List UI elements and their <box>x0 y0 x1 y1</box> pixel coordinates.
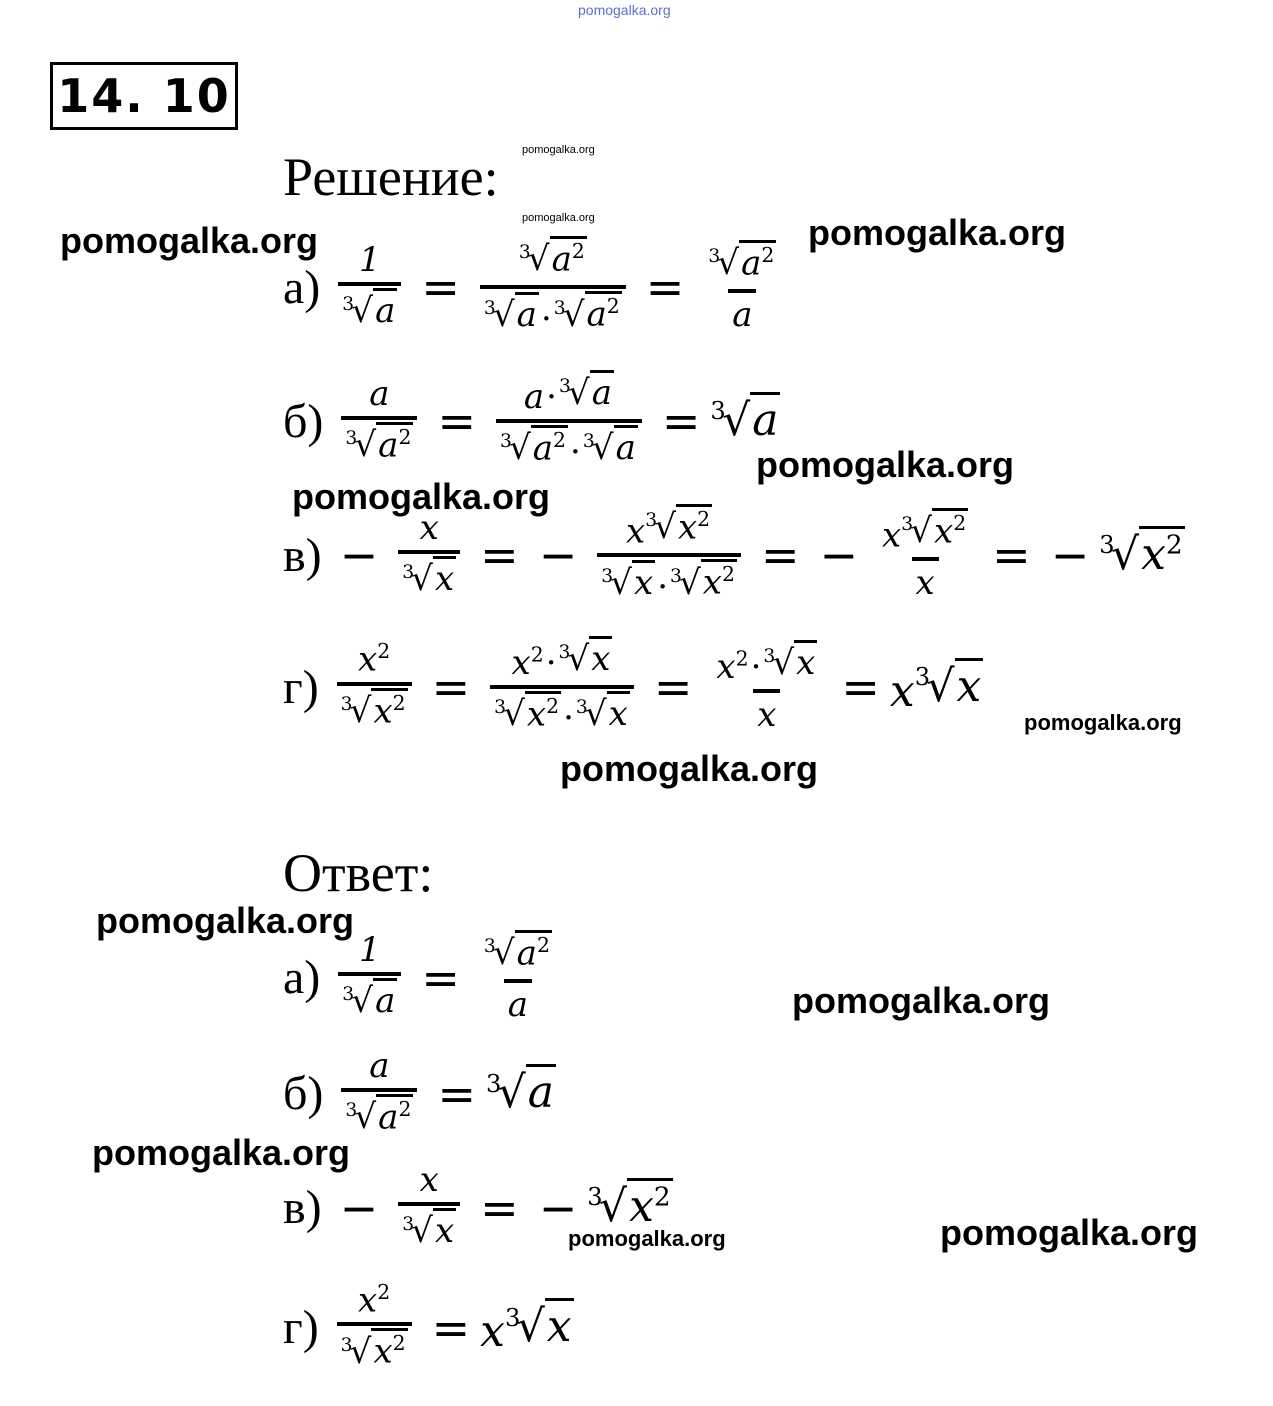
denominator: 3 √ x <box>398 550 460 603</box>
numerator: $x^2$ <box>358 639 391 680</box>
fraction <box>338 240 401 335</box>
denominator: 3 √ $x^2$ <box>337 682 412 735</box>
denominator: 3 √ $a^2$ · 3 √ a <box>496 419 642 472</box>
watermark: pomogalka.org <box>522 212 595 224</box>
denominator: 3 √ a <box>338 282 401 335</box>
numerator: $x^2$ <box>358 1280 391 1321</box>
watermark: pomogalka.org <box>1024 710 1182 735</box>
equals-sign: = <box>480 1180 519 1235</box>
equals-sign: = <box>645 260 685 315</box>
equals-sign: = <box>841 660 880 715</box>
result: x 3 √ x <box>480 1298 573 1357</box>
equals-sign: = <box>992 528 1031 583</box>
denominator: 3 √ a · 3 √ $a^2$ <box>480 285 626 338</box>
equals-sign: = <box>431 1300 471 1355</box>
minus-sign: − <box>1050 528 1090 583</box>
fraction <box>597 504 741 607</box>
answer-item-d <box>283 1280 574 1376</box>
fraction <box>878 508 972 603</box>
watermark: pomogalka.org <box>808 212 1067 253</box>
solution-item-b <box>283 370 780 472</box>
denominator: 3 √ x <box>398 1202 460 1255</box>
fraction <box>338 930 401 1025</box>
fraction <box>712 640 821 735</box>
item-label: в) <box>283 1181 322 1234</box>
minus-sign: − <box>339 528 379 583</box>
fraction <box>398 1160 460 1255</box>
denominator: x <box>912 557 939 603</box>
denominator: a <box>728 289 756 335</box>
numerator: 3 √ $a^2$ <box>704 240 780 289</box>
solution-item-c <box>283 504 1185 607</box>
numerator: $x^2\cdot$ 3 √ x <box>508 636 617 685</box>
watermark: pomogalka.org <box>792 980 1051 1021</box>
result: 3 √ a <box>710 392 780 451</box>
minus-sign: − <box>819 528 859 583</box>
equals-sign: = <box>421 260 460 315</box>
equals-sign: = <box>480 528 519 583</box>
denominator: a <box>504 979 532 1025</box>
problem-number: 14. 10 <box>50 62 238 130</box>
solution-item-d <box>283 636 983 738</box>
watermark: pomogalka.org <box>292 476 551 517</box>
equals-sign: = <box>431 660 471 715</box>
watermark: pomogalka.org <box>96 900 355 941</box>
denominator: 3 √ $a^2$ <box>341 416 417 469</box>
watermark: pomogalka.org <box>940 1212 1199 1253</box>
watermark: pomogalka.org <box>578 2 671 18</box>
item-label: а) <box>283 260 321 314</box>
numerator: 3 √ $a^2$ <box>480 930 556 979</box>
result: x 3 √ x <box>890 658 983 717</box>
fraction <box>341 374 417 469</box>
numerator: x <box>419 1160 439 1200</box>
item-label: б) <box>283 394 324 448</box>
item-label: г) <box>283 660 319 714</box>
numerator: a <box>369 373 390 414</box>
numerator: a· 3 √ a <box>520 370 618 419</box>
result: 3 √ a <box>486 1064 556 1123</box>
equals-sign: = <box>653 660 693 715</box>
minus-sign: − <box>538 1180 578 1235</box>
item-label: б) <box>283 1067 324 1121</box>
fraction <box>398 508 460 603</box>
numerator: $x^2\cdot$ 3 √ x <box>712 640 821 689</box>
numerator: 3 √ $a^2$ <box>515 236 591 285</box>
denominator: 3 √ x · 3 √ $x^2$ <box>597 553 741 606</box>
watermark: pomogalka.org <box>60 220 319 261</box>
minus-sign: − <box>538 528 578 583</box>
solution-heading: Решение: <box>283 147 499 207</box>
equals-sign: = <box>421 950 460 1005</box>
watermark: pomogalka.org <box>92 1132 351 1173</box>
numerator: a <box>369 1046 390 1086</box>
denominator: 3 √ $a^2$ <box>341 1088 417 1141</box>
answer-item-c <box>283 1160 673 1255</box>
numerator: 1 <box>359 239 381 280</box>
answer-item-a <box>283 930 566 1025</box>
answer-item-b <box>283 1046 556 1141</box>
denominator: 3 √ $x^2$ <box>337 1322 412 1375</box>
watermark: pomogalka.org <box>568 1226 726 1251</box>
fraction <box>480 236 626 339</box>
fraction <box>341 1046 417 1141</box>
numerator: x 3 √ $x^2$ <box>622 504 716 553</box>
solution-item-a <box>283 236 790 339</box>
answer-heading: Ответ: <box>283 843 434 903</box>
fraction <box>480 930 556 1025</box>
numerator: x 3 √ $x^2$ <box>878 508 972 557</box>
minus-sign: − <box>339 1180 379 1235</box>
equals-sign: = <box>437 1066 476 1121</box>
fraction <box>490 636 634 738</box>
numerator: 1 <box>359 930 381 971</box>
result: 3 √ $x^2$ <box>587 1178 672 1237</box>
fraction <box>337 1280 412 1376</box>
item-label: а) <box>283 951 321 1005</box>
fraction <box>337 639 412 735</box>
item-label: г) <box>283 1301 319 1355</box>
denominator: 3 √ a <box>338 972 401 1025</box>
equals-sign: = <box>661 394 701 449</box>
result: 3 √ $x^2$ <box>1099 526 1184 585</box>
denominator: x <box>753 689 780 735</box>
fraction <box>496 370 642 472</box>
denominator: 3 √ $x^2$ · 3 √ x <box>490 685 634 738</box>
watermark: pomogalka.org <box>560 748 819 789</box>
equals-sign: = <box>760 528 800 583</box>
watermark: pomogalka.org <box>756 444 1015 485</box>
watermark: pomogalka.org <box>522 144 595 156</box>
fraction <box>704 240 780 335</box>
equals-sign: = <box>437 394 476 449</box>
numerator: x <box>419 507 439 548</box>
item-label: в) <box>283 528 322 582</box>
